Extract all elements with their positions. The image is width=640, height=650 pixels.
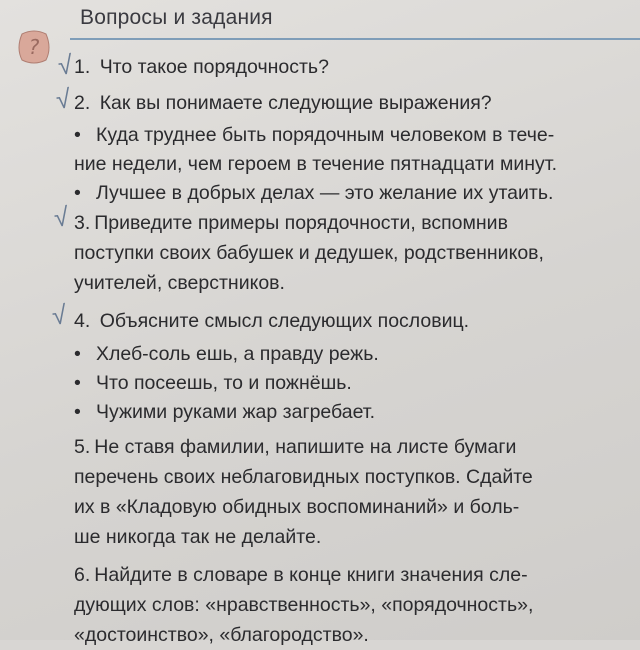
svg-text:?: ? [28,35,40,59]
question-text: Как вы понимаете следующие выражения? [99,92,492,114]
question-number: 1. [74,56,91,78]
question-text-line: поступки своих бабушек и дедушек, родственников, [74,242,544,264]
question-text-line: Не ставя фамилии, напишите на листе бумаги [94,436,517,458]
check-mark-icon: √ [56,49,74,81]
check-mark-icon: √ [54,83,72,115]
question-text-line: «достоинство», «благородство». [74,624,369,646]
question-4 [74,306,622,336]
question-number: 2. [74,92,91,114]
question-number: 3. [74,212,91,234]
question-text-line: перечень своих неблаговидных поступков. Сдайте [74,466,533,488]
list-item: • Куда труднее быть порядочным человеком в тече- [74,124,555,146]
question-text-line: Приведите примеры порядочности, вспомнив [94,212,508,234]
list-item: • Чужими руками жар загребает. [74,401,375,423]
question-text-line: ше никогда так не делайте. [74,526,322,548]
question-number: 5. [74,436,91,458]
check-mark-icon: √ [52,201,70,233]
question-4-bullets [74,340,622,427]
section-header: Вопросы и задания [80,6,273,29]
check-mark-icon: √ [50,299,68,331]
header-divider [70,38,640,40]
list-item: • Что посеешь, то и пожнёшь. [74,372,352,394]
question-5 [74,432,622,552]
question-1 [74,52,622,82]
list-item: • Лучшее в добрых делах — это желание их утаить. [74,182,554,204]
question-2-bullets [74,121,622,208]
question-text-line: учителей, сверстников. [74,272,285,294]
question-3 [74,208,622,298]
list-item-continuation: ние недели, чем героем в течение пятнадцати минут. [74,153,557,175]
question-text-line: Найдите в словаре в конце книги значения сле- [94,564,528,586]
question-text: Объясните смысл следующих пословиц. [99,310,470,332]
question-text-line: дующих слов: «нравственность», «порядочность», [74,594,534,616]
list-item: • Хлеб-соль ешь, а правду режь. [74,343,379,365]
question-badge-icon [16,28,52,66]
question-text-line: их в «Кладовую обидных воспоминаний» и боль- [74,496,520,518]
question-number: 4. [74,310,91,332]
question-text: Что такое порядочность? [99,56,329,78]
question-2 [74,88,622,118]
question-6 [74,560,622,650]
question-number: 6. [74,564,91,586]
